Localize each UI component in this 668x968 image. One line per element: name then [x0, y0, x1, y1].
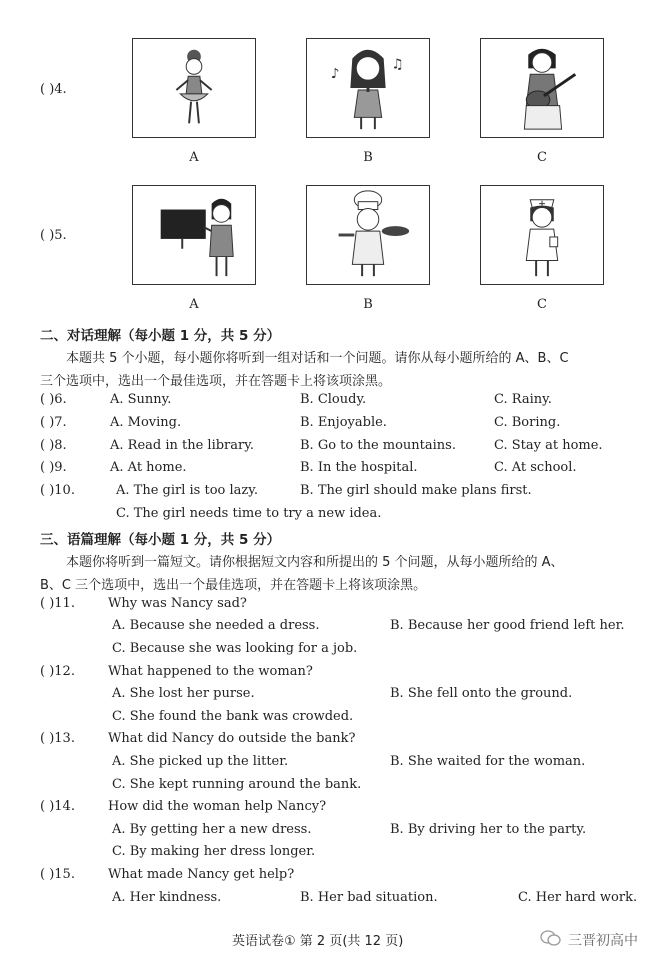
q14-option-a: A. By getting her a new dress.	[112, 822, 312, 837]
q13-option-c: C. She kept running around the bank.	[112, 777, 362, 792]
q15-number: ( )15.	[40, 867, 75, 882]
q14-number: ( )14.	[40, 799, 75, 814]
section-3-heading: 三、语篇理解（每小题 1 分，共 5 分）	[40, 532, 281, 548]
dancer-girl-icon	[132, 38, 256, 138]
section-2-instruction-line1: 本题共 5 个小题，每小题你将听到一组对话和一个问题。请你从每小题所给的 A、B、C	[66, 351, 569, 366]
q8-number: ( )8.	[40, 438, 67, 453]
q5-label-a: A	[189, 297, 199, 312]
svg-text:♫: ♫	[391, 56, 404, 73]
q14-option-b: B. By driving her to the party.	[390, 822, 587, 837]
q13-question: What did Nancy do outside the bank?	[108, 731, 356, 746]
wechat-icon	[540, 929, 562, 947]
q8-option-a: A. Read in the library.	[110, 438, 254, 453]
section-3-instruction-line1: 本题你将听到一篇短文。请你根据短文内容和所提出的 5 个问题，从每小题所给的 A、	[66, 555, 564, 570]
q13-option-b: B. She waited for the woman.	[390, 754, 586, 769]
q15-option-b: B. Her bad situation.	[300, 890, 438, 905]
section-3-instruction-line2: B、C 三个选项中，选出一个最佳选项，并在答题卡上将该项涂黑。	[40, 578, 427, 593]
q8-option-c: C. Stay at home.	[494, 438, 603, 453]
q12-number: ( )12.	[40, 664, 75, 679]
q7-option-c: C. Boring.	[494, 415, 561, 430]
q9-option-a: A. At home.	[110, 460, 187, 475]
q9-option-b: B. In the hospital.	[300, 460, 418, 475]
q10-option-c: C. The girl needs time to try a new idea.	[116, 506, 382, 521]
teacher-icon	[132, 185, 256, 285]
svg-text:♪: ♪	[330, 66, 340, 83]
q4-label-c: C	[537, 150, 547, 165]
q10-option-b: B. The girl should make plans first.	[300, 483, 532, 498]
q11-number: ( )11.	[40, 596, 75, 611]
q7-option-a: A. Moving.	[110, 415, 182, 430]
q4-label-b: B	[363, 150, 373, 165]
q8-option-b: B. Go to the mountains.	[300, 438, 456, 453]
q11-option-b: B. Because her good friend left her.	[390, 618, 625, 633]
page-footer: 英语试卷① 第 2 页(共 12 页)	[232, 934, 404, 949]
q12-option-b: B. She fell onto the ground.	[390, 686, 573, 701]
q6-option-b: B. Cloudy.	[300, 392, 367, 407]
q6-option-c: C. Rainy.	[494, 392, 552, 407]
q9-number: ( )9.	[40, 460, 67, 475]
q12-option-a: A. She lost her purse.	[112, 686, 255, 701]
q7-number: ( )7.	[40, 415, 67, 430]
q11-option-a: A. Because she needed a dress.	[112, 618, 320, 633]
q12-option-c: C. She found the bank was crowded.	[112, 709, 354, 724]
question-5-number: ( )5.	[40, 228, 67, 243]
q13-number: ( )13.	[40, 731, 75, 746]
q15-option-c: C. Her hard work.	[518, 890, 638, 905]
section-2-heading: 二、对话理解（每小题 1 分，共 5 分）	[40, 328, 281, 344]
q9-option-c: C. At school.	[494, 460, 577, 475]
section-2-instruction-line2: 三个选项中，选出一个最佳选项，并在答题卡上将该项涂黑。	[40, 374, 392, 389]
nurse-icon	[480, 185, 604, 285]
q12-question: What happened to the woman?	[108, 664, 313, 679]
q11-option-c: C. Because she was looking for a job.	[112, 641, 358, 656]
singer-girl-icon	[306, 38, 430, 138]
q5-label-b: B	[363, 297, 373, 312]
q14-option-c: C. By making her dress longer.	[112, 844, 316, 859]
q13-option-a: A. She picked up the litter.	[112, 754, 289, 769]
q7-option-b: B. Enjoyable.	[300, 415, 387, 430]
watermark-label: 三晋初高中	[568, 933, 638, 949]
q6-option-a: A. Sunny.	[110, 392, 172, 407]
q6-number: ( )6.	[40, 392, 67, 407]
q10-option-a: A. The girl is too lazy.	[116, 483, 258, 498]
q11-question: Why was Nancy sad?	[108, 596, 247, 611]
chef-icon	[306, 185, 430, 285]
guitar-girl-icon	[480, 38, 604, 138]
q5-label-c: C	[537, 297, 547, 312]
question-4-number: ( )4.	[40, 82, 67, 97]
q14-question: How did the woman help Nancy?	[108, 799, 327, 814]
q10-number: ( )10.	[40, 483, 75, 498]
q15-option-a: A. Her kindness.	[112, 890, 222, 905]
q4-label-a: A	[189, 150, 199, 165]
q15-question: What made Nancy get help?	[108, 867, 295, 882]
